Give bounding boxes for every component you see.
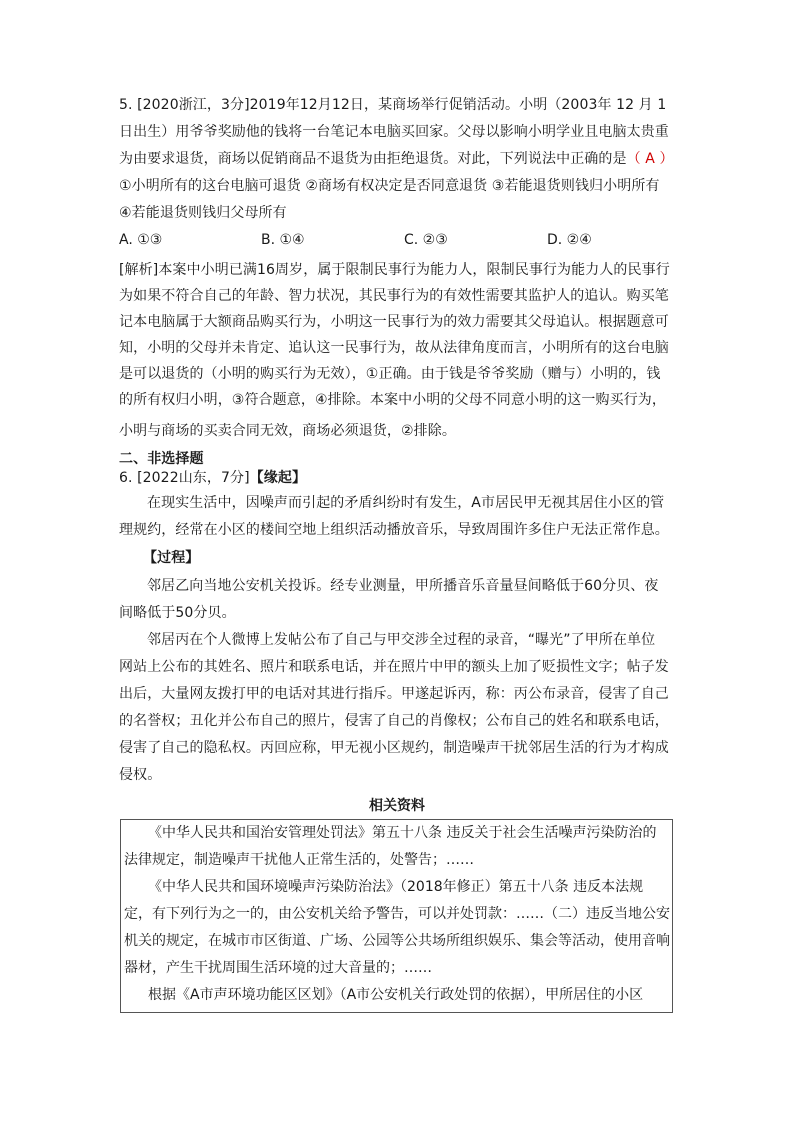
- q5-option-c: C. ②③: [404, 232, 448, 248]
- q5-option-a: A. ①③: [119, 232, 163, 248]
- process2-line-3: 出后，大量网友拨打甲的电话对其进行指斥。甲遂起诉丙，称：丙公布录音，侵害了自己: [119, 686, 669, 702]
- process1-line-2: 间略低于50分贝。: [119, 605, 236, 621]
- material-line-5: 机关的规定，在城市市区街道、广场、公园等公共场所组织娱乐、集会等活动，使用音响: [124, 933, 670, 949]
- section-heading: 二、非选择题: [119, 451, 204, 467]
- q6-source: 6. [2022山东，7分]: [119, 470, 250, 486]
- q5-analysis-line-2: 为如果不符合自己的年龄、智力状况，其民事行为的有效性需要其监护人的追认。购买笔: [119, 288, 669, 304]
- process-tag: 【过程】: [143, 550, 200, 566]
- q6-origin-tag: 【缘起】: [249, 470, 307, 486]
- process2-line-5: 侵害了自己的隐私权。丙回应称，甲无视小区规约，制造噪声干扰邻居生活的行为才构成: [119, 740, 669, 756]
- q5-statements: ①小明所有的这台电脑可退货 ②商场有权决定是否同意退货 ③若能退货则钱归小明所有: [119, 178, 660, 194]
- material-line-3: 《中华人民共和国环境噪声污染防治法》（2018年修正）第五十八条 违反本法规: [148, 879, 644, 895]
- origin-line-2: 理规约，经常在小区的楼间空地上组织活动播放音乐，导致周围许多住户无法正常作息。: [119, 522, 669, 538]
- q5-line-2: 日出生）用爷爷奖励他的钱将一台笔记本电脑买回家。父母以影响小明学业且电脑太贵重: [119, 124, 669, 140]
- q5-analysis-line-6: 的所有权归小明，③符合题意，④排除。本案中小明的父母不同意小明的这一购买行为，: [119, 392, 666, 408]
- q5-analysis-line-7: 小明与商场的买卖合同无效，商场必须退货，②排除。: [119, 423, 456, 439]
- q5-analysis-line-4: 知，小明的父母并未肯定、追认这一民事行为，故从法律角度而言，小明所有的这台电脑: [119, 340, 669, 356]
- q5-line-1: 5. [2020浙江，3分]2019年12月12日，某商场举行促销活动。小明（2003年 12 月 1: [119, 97, 667, 113]
- q5-option-d: D. ②④: [547, 232, 592, 248]
- q5-option-b: B. ①④: [261, 232, 305, 248]
- process2-line-1: 邻居丙在个人微博上发帖公布了自己与甲交涉全过程的录音，“曝光”了甲所在单位: [147, 632, 656, 648]
- material-line-4: 定，有下列行为之一的，由公安机关给予警告，可以并处罚款：……（二）违反当地公安: [124, 906, 670, 922]
- q5-analysis-line-3: 记本电脑属于大额商品购买行为，小明这一民事行为的效力需要其父母追认。根据题意可: [119, 314, 669, 330]
- q5-line-3-text: 为由要求退货，商场以促销商品不退货为由拒绝退货。对此，下列说法中正确的是: [119, 151, 627, 167]
- process2-line-4: 的名誉权；丑化并公布自己的照片，侵害了自己的肖像权；公布自己的姓名和联系电话，: [119, 713, 669, 729]
- q5-answer: （ A ）: [626, 151, 674, 167]
- process1-line-1: 邻居乙向当地公安机关投诉。经专业测量，甲所播音乐音量昼间略低于60分贝、夜: [147, 578, 659, 594]
- material-line-6: 器材，产生干扰周围生活环境的过大音量的；……: [124, 960, 432, 976]
- q5-line-3: [119, 148, 675, 170]
- materials-title: 相关资料: [369, 798, 425, 814]
- material-line-1: 《中华人民共和国治安管理处罚法》第五十八条 违反关于社会生活噪声污染防治的: [148, 825, 657, 841]
- process2-line-6: 侵权。: [119, 767, 162, 783]
- q5-analysis-line-5: 是可以退货的（小明的购买行为无效），①正确。由于钱是爷爷奖励（赠与）小明的，钱: [119, 366, 661, 382]
- material-line-2: 法律规定，制造噪声干扰他人正常生活的，处警告；……: [124, 852, 474, 868]
- origin-line-1: 在现实生活中，因噪声而引起的矛盾纠纷时有发生，A市居民甲无视其居住小区的管: [147, 495, 665, 511]
- process2-line-2: 网站上公布的其姓名、照片和联系电话，并在照片中甲的额头上加了贬损性文字；帖子发: [119, 659, 669, 675]
- material-line-7: 根据《A市声环境功能区区划》（A市公安机关行政处罚的依据），甲所居住的小区: [148, 987, 644, 1003]
- q5-statement-4: ④若能退货则钱归父母所有: [119, 205, 287, 221]
- q5-analysis-line-1: [解析]本案中小明已满16周岁，属于限制民事行为能力人，限制民事行为能力人的民事行: [119, 262, 670, 278]
- q6-header: [119, 467, 675, 489]
